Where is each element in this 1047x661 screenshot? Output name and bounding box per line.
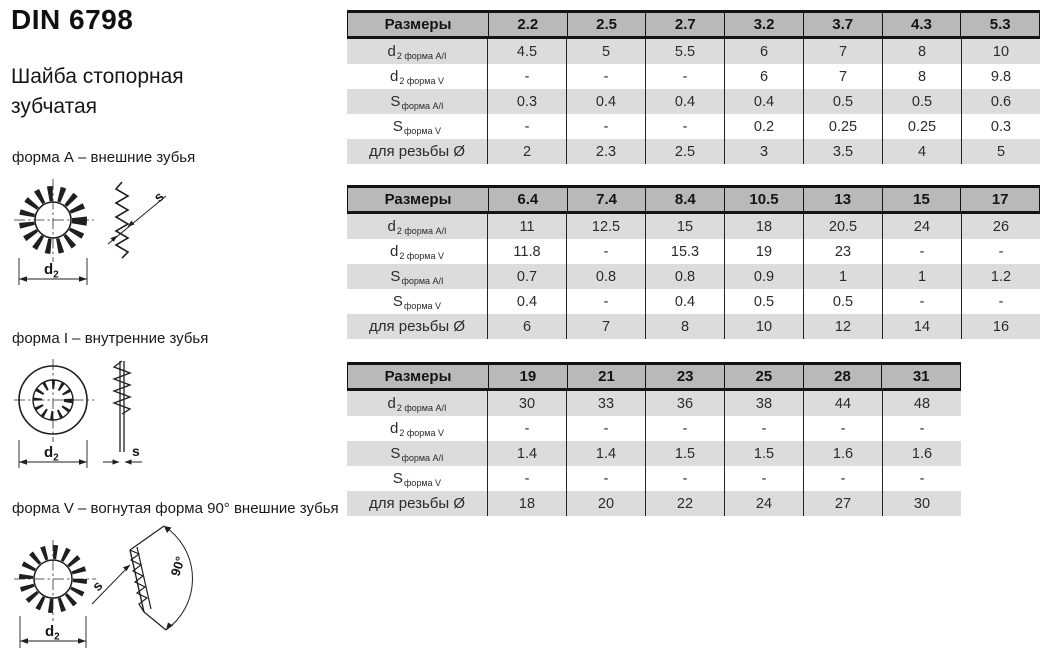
row-label: для резьбы Ø — [368, 143, 466, 160]
serrated-profile — [114, 361, 130, 414]
cone-upper-edge — [130, 526, 164, 550]
value-cell: 1.2 — [961, 264, 1040, 289]
row-label: S форма А/I — [390, 93, 444, 111]
value-cell: - — [645, 416, 724, 441]
row-label: S форма V — [392, 118, 442, 136]
d2-arrowhead — [79, 459, 87, 464]
value-cell: 1.6 — [803, 441, 882, 466]
value-cell: 30 — [487, 391, 566, 416]
row-label: S форма V — [392, 470, 442, 488]
value-cell: 6 — [724, 64, 803, 89]
value-cell: 3.5 — [803, 139, 882, 164]
table-row — [347, 491, 961, 516]
value-cell: - — [961, 289, 1040, 314]
value-cell: - — [645, 114, 724, 139]
value-cell: 2.5 — [645, 139, 724, 164]
size-table-medium — [347, 185, 1040, 339]
value-cell: 1.5 — [724, 441, 803, 466]
size-table-small — [347, 10, 1040, 164]
value-cell: 3 — [724, 139, 803, 164]
row-label: S форма А/I — [390, 445, 444, 463]
value-cell: 18 — [487, 491, 566, 516]
column-header: 6.4 — [488, 188, 567, 211]
column-header: 19 — [488, 365, 567, 388]
value-cell: 24 — [882, 214, 961, 239]
d2-arrowhead — [78, 638, 86, 643]
column-header: 7.4 — [567, 188, 646, 211]
table-corner-header: Размеры — [384, 368, 452, 385]
cone-lower-edge — [144, 612, 166, 630]
d2-label: $d_2$ — [44, 444, 59, 464]
column-header: 3.7 — [803, 13, 882, 36]
table-row — [347, 39, 1040, 64]
table-header-row — [347, 362, 961, 391]
value-cell: 0.5 — [803, 89, 882, 114]
d2-arrowhead — [20, 638, 28, 643]
arc-arrowhead — [164, 526, 172, 533]
row-label: S форма V — [392, 293, 442, 311]
value-cell: 44 — [803, 391, 882, 416]
value-cell: - — [487, 416, 566, 441]
column-header: 28 — [803, 365, 882, 388]
table-corner-header: Размеры — [384, 16, 452, 33]
value-cell: 0.5 — [882, 89, 961, 114]
column-header: 4.3 — [882, 13, 961, 36]
value-cell: 23 — [803, 239, 882, 264]
value-cell: - — [882, 466, 961, 491]
value-cell: 15 — [645, 214, 724, 239]
value-cell: 6 — [724, 39, 803, 64]
column-header: 2.2 — [488, 13, 567, 36]
value-cell: 0.2 — [724, 114, 803, 139]
value-cell: 19 — [724, 239, 803, 264]
value-cell: 26 — [961, 214, 1040, 239]
value-cell: - — [803, 416, 882, 441]
value-cell: 30 — [882, 491, 961, 516]
value-cell: 10 — [961, 39, 1040, 64]
value-cell: 38 — [724, 391, 803, 416]
value-cell: 0.8 — [566, 264, 645, 289]
value-cell: 12 — [803, 314, 882, 339]
form-v-drawing — [6, 520, 216, 658]
form-a-drawing — [6, 170, 216, 300]
table-corner-header: Размеры — [384, 191, 452, 208]
column-header: 8.4 — [645, 188, 724, 211]
d2-label: $d_2$ — [44, 261, 59, 281]
value-cell: 27 — [803, 491, 882, 516]
column-header: 5.3 — [960, 13, 1039, 36]
angle-label: 90° — [167, 554, 188, 578]
value-cell: - — [566, 114, 645, 139]
value-cell: 48 — [882, 391, 961, 416]
column-header: 2.7 — [645, 13, 724, 36]
value-cell: - — [724, 416, 803, 441]
value-cell: 0.8 — [645, 264, 724, 289]
value-cell: 6 — [487, 314, 566, 339]
s-label: s — [88, 577, 106, 595]
row-label: d 2 форма V — [390, 420, 444, 438]
value-cell: 0.7 — [487, 264, 566, 289]
table-row — [347, 416, 961, 441]
product-name: Шайба стопорная зубчатая — [11, 65, 184, 119]
value-cell: - — [645, 466, 724, 491]
value-cell: 2.3 — [566, 139, 645, 164]
column-header: 3.2 — [724, 13, 803, 36]
row-label: d 2 форма V — [390, 243, 444, 261]
table-row — [347, 114, 1040, 139]
column-header: 17 — [960, 188, 1039, 211]
s-arrowhead — [113, 459, 120, 464]
table-row — [347, 264, 1040, 289]
value-cell: 0.3 — [487, 89, 566, 114]
column-header: 15 — [882, 188, 961, 211]
s-label: s — [132, 443, 140, 459]
value-cell: 10 — [724, 314, 803, 339]
row-label: d 2 форма А/I — [387, 43, 447, 61]
row-label: d 2 форма А/I — [387, 218, 447, 236]
column-header: 10.5 — [724, 188, 803, 211]
table-row — [347, 214, 1040, 239]
column-header: 21 — [567, 365, 646, 388]
size-table-large — [347, 362, 961, 516]
table-row — [347, 239, 1040, 264]
value-cell: - — [803, 466, 882, 491]
column-header: 31 — [881, 365, 960, 388]
form-i-front-view — [14, 359, 94, 442]
form-a-side-view — [108, 182, 167, 258]
row-label: d 2 форма А/I — [387, 395, 447, 413]
value-cell: - — [566, 239, 645, 264]
form-a-d2-dimension — [19, 258, 87, 285]
value-cell: 1.4 — [566, 441, 645, 466]
form-i-drawing — [6, 352, 216, 480]
form-a-front-view — [14, 179, 94, 262]
form-i-side-view — [114, 361, 130, 452]
value-cell: 33 — [566, 391, 645, 416]
value-cell: 5 — [566, 39, 645, 64]
value-cell: 5 — [961, 139, 1040, 164]
value-cell: - — [961, 239, 1040, 264]
column-header: 23 — [645, 365, 724, 388]
table-header-row — [347, 10, 1040, 39]
value-cell: 14 — [882, 314, 961, 339]
value-cell: 22 — [645, 491, 724, 516]
row-label: для резьбы Ø — [368, 495, 466, 512]
value-cell: - — [882, 239, 961, 264]
table-row — [347, 64, 1040, 89]
angle-arc — [164, 526, 192, 630]
value-cell: - — [487, 114, 566, 139]
value-cell: 20 — [566, 491, 645, 516]
column-header: 13 — [803, 188, 882, 211]
value-cell: 16 — [961, 314, 1040, 339]
value-cell: 1.6 — [882, 441, 961, 466]
table-row — [347, 391, 961, 416]
value-cell: - — [566, 64, 645, 89]
table-row — [347, 289, 1040, 314]
form-i-caption: форма I – внутренние зубья — [12, 330, 209, 347]
value-cell: - — [882, 416, 961, 441]
value-cell: 0.4 — [645, 89, 724, 114]
value-cell: 0.5 — [724, 289, 803, 314]
arc-arrowhead — [166, 623, 173, 631]
serrated-profile — [116, 182, 128, 258]
value-cell: - — [645, 64, 724, 89]
value-cell: 9.8 — [961, 64, 1040, 89]
value-cell: 0.4 — [487, 289, 566, 314]
value-cell: 8 — [882, 64, 961, 89]
row-label: S форма А/I — [390, 268, 444, 286]
value-cell: - — [487, 64, 566, 89]
value-cell: 0.4 — [645, 289, 724, 314]
value-cell: 1.5 — [645, 441, 724, 466]
value-cell: 7 — [566, 314, 645, 339]
value-cell: 24 — [724, 491, 803, 516]
s-label: s — [150, 188, 167, 206]
table-header-row — [347, 185, 1040, 214]
d2-arrowhead — [19, 276, 27, 281]
value-cell: 20.5 — [803, 214, 882, 239]
s-arrowhead — [123, 565, 130, 571]
value-cell: 18 — [724, 214, 803, 239]
value-cell: 8 — [645, 314, 724, 339]
value-cell: - — [882, 289, 961, 314]
table-row — [347, 441, 961, 466]
d2-arrowhead — [79, 276, 87, 281]
table-row — [347, 89, 1040, 114]
value-cell: 4 — [882, 139, 961, 164]
value-cell: 1 — [803, 264, 882, 289]
value-cell: 0.6 — [961, 89, 1040, 114]
form-v-side-view — [89, 526, 193, 630]
value-cell: 4.5 — [487, 39, 566, 64]
form-v-front-view — [14, 540, 96, 621]
value-cell: 0.4 — [566, 89, 645, 114]
value-cell: - — [487, 466, 566, 491]
value-cell: 11.8 — [487, 239, 566, 264]
value-cell: 1.4 — [487, 441, 566, 466]
value-cell: 7 — [803, 64, 882, 89]
table-row — [347, 314, 1040, 339]
value-cell: 11 — [487, 214, 566, 239]
value-cell: 8 — [882, 39, 961, 64]
form-v-caption: форма V – вогнутая форма 90° внешние зубья — [12, 500, 339, 517]
value-cell: 15.3 — [645, 239, 724, 264]
form-a-caption: форма А – внешние зубья — [12, 149, 196, 166]
s-arrowhead — [125, 459, 132, 464]
standard-title: DIN 6798 — [11, 4, 134, 35]
value-cell: 0.25 — [803, 114, 882, 139]
row-label: для резьбы Ø — [368, 318, 466, 335]
value-cell: - — [566, 416, 645, 441]
column-header: 2.5 — [567, 13, 646, 36]
d2-label: $d_2$ — [45, 623, 60, 643]
row-label: d 2 форма V — [390, 68, 444, 86]
d2-arrowhead — [19, 459, 27, 464]
value-cell: - — [566, 466, 645, 491]
value-cell: 5.5 — [645, 39, 724, 64]
value-cell: 7 — [803, 39, 882, 64]
table-row — [347, 139, 1040, 164]
value-cell: 0.9 — [724, 264, 803, 289]
value-cell: 0.3 — [961, 114, 1040, 139]
value-cell: 36 — [645, 391, 724, 416]
value-cell: 2 — [487, 139, 566, 164]
value-cell: 0.5 — [803, 289, 882, 314]
table-row — [347, 466, 961, 491]
value-cell: 12.5 — [566, 214, 645, 239]
value-cell: 0.4 — [724, 89, 803, 114]
value-cell: 1 — [882, 264, 961, 289]
value-cell: - — [724, 466, 803, 491]
value-cell: 0.25 — [882, 114, 961, 139]
column-header: 25 — [724, 365, 803, 388]
value-cell: - — [566, 289, 645, 314]
